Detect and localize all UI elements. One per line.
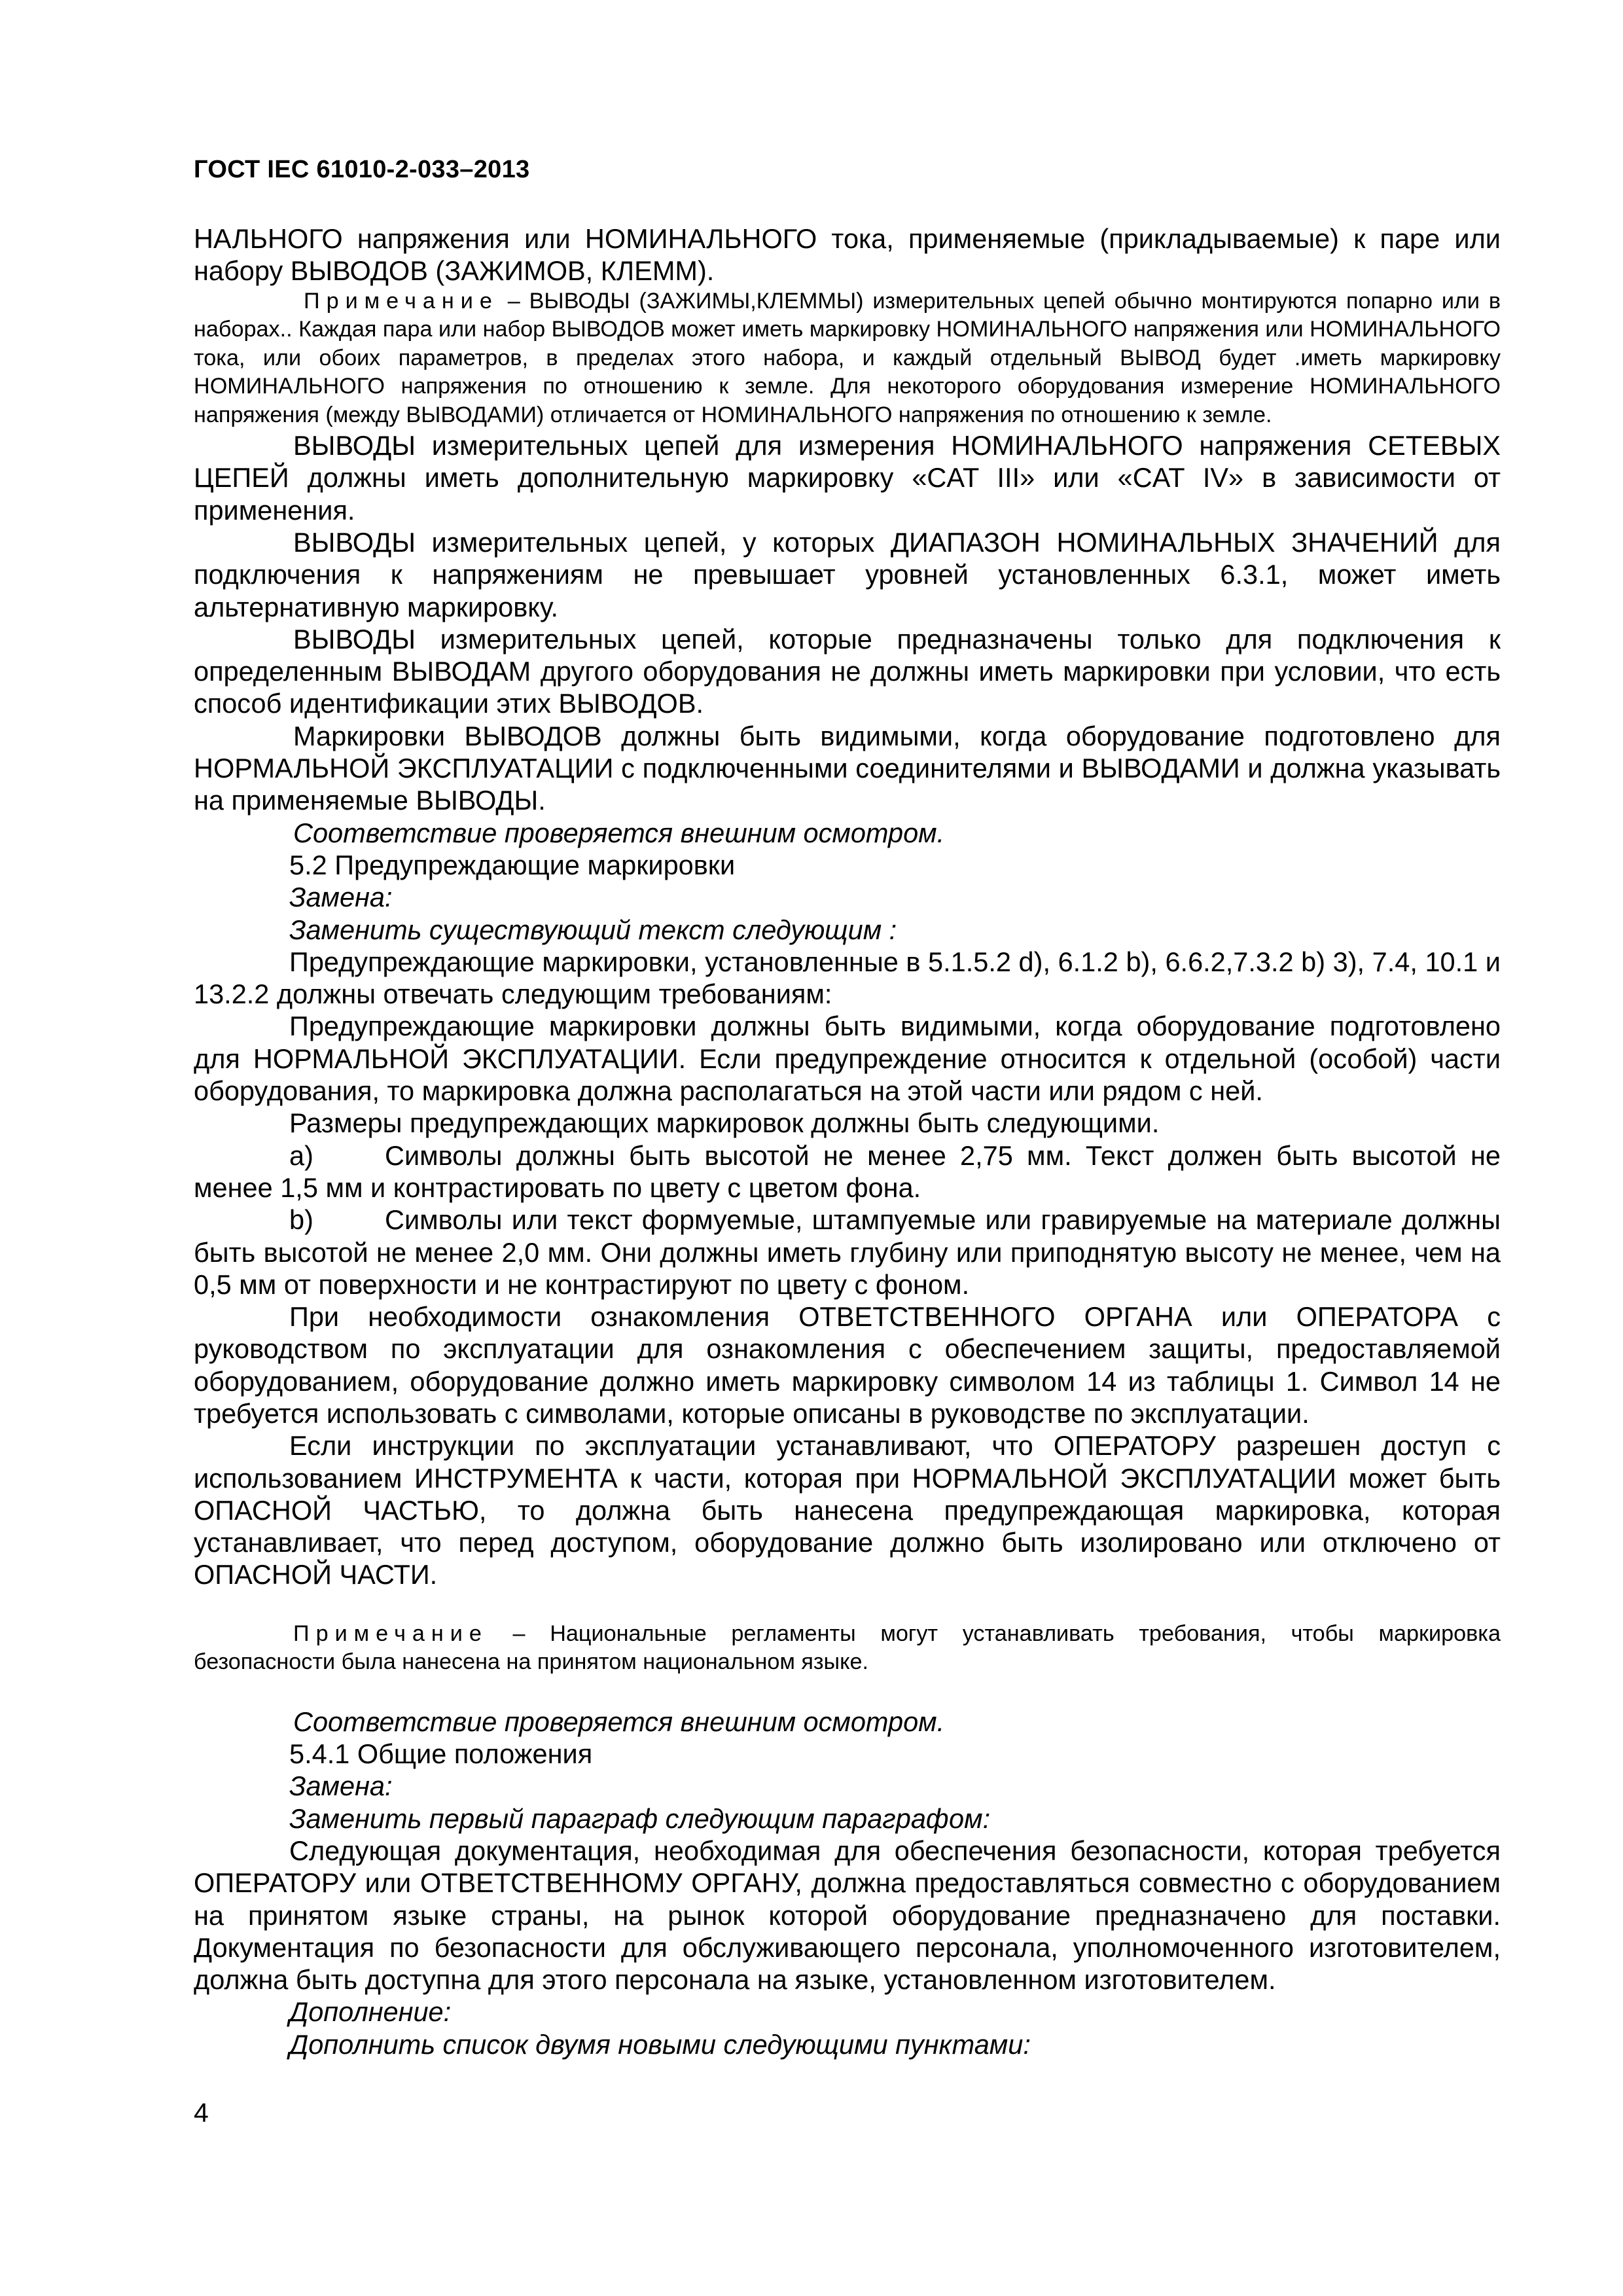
note-label: Примечание bbox=[304, 288, 499, 314]
page-number: 4 bbox=[194, 2098, 209, 2128]
note-text: – Национальные регламенты могут устанавливать требования, чтобы маркировка безопасности была нанесена на принятом национальном языке. bbox=[194, 1621, 1501, 1675]
replacement-label: Замена: bbox=[289, 882, 393, 913]
replacement-instruction: Заменить первый параграф следующим параграфом: bbox=[289, 1803, 991, 1834]
paragraph: ВЫВОДЫ измерительных цепей, которые предназначены только для подключения к определенным ВЫВОДАМ другого оборудования не должны иметь маркировки при условии, что есть способ идентификации этих ВЫВОДОВ. bbox=[194, 623, 1501, 719]
paragraph: ВЫВОДЫ измерительных цепей, у которых ДИАПАЗОН НОМИНАЛЬНЫХ ЗНАЧЕНИЙ для подключения к напряжениям не превышает уровней установленных 6.3.1, может иметь альтернативную маркировку. bbox=[194, 526, 1501, 622]
list-item bbox=[194, 1139, 1501, 1204]
document-header: ГОСТ IEC 61010-2-033–2013 bbox=[194, 156, 530, 183]
list-item-label: a) bbox=[289, 1139, 313, 1171]
replacement-label: Замена: bbox=[289, 1770, 393, 1802]
compliance-check: Соответствие проверяется внешним осмотром. bbox=[293, 1706, 945, 1737]
list-item-label: b) bbox=[289, 1204, 313, 1236]
paragraph: Следующая документация, необходимая для обеспечения безопасности, которая требуется ОПЕРАТОРУ или ОТВЕТСТВЕННОМУ ОРГАНУ, должна предоставляться совместно с оборудованием на принятом языке страны, на рынок которой оборудование предназначено для поставки. Документация по безопасности для обслуживающего персонала, уполномоченного изготовителем, должна быть доступна для этого персонала на языке, установленном изготовителем. bbox=[194, 1835, 1501, 1996]
section-heading: 5.2 Предупреждающие маркировки bbox=[289, 849, 736, 880]
paragraph: НАЛЬНОГО напряжения или НОМИНАЛЬНОГО тока, применяемые (прикладываемые) к паре или набору ВЫВОДОВ (ЗАЖИМОВ, КЛЕММ). bbox=[194, 223, 1501, 287]
paragraph: При необходимости ознакомления ОТВЕТСТВЕННОГО ОРГАНА или ОПЕРАТОРА с руководством по эксплуатации для ознакомления с обеспечением защиты, предоставляемой оборудованием, оборудование должно иметь маркировку символом 14 из таблицы 1. Символ 14 не требуется использовать с символами, которые описаны в руководстве по эксплуатации. bbox=[194, 1301, 1501, 1429]
spacer bbox=[194, 1677, 1501, 1706]
list-item-text: Символы или текст формуемые, штампуемые или гравируемые на материале должны быть высотой не менее 2,0 мм. Они должны иметь глубину или приподнятую высоту не менее, чем на 0,5 мм от поверхности и не контрастируют по цвету с фоном. bbox=[194, 1204, 1501, 1300]
list-item-text: Символы должны быть высотой не менее 2,75 мм. Текст должен быть высотой не менее 1,5 мм и контрастировать по цвету с цветом фона. bbox=[194, 1139, 1501, 1203]
note bbox=[194, 287, 1501, 430]
note-label: Примечание bbox=[293, 1621, 488, 1646]
section-heading: 5.4.1 Общие положения bbox=[289, 1738, 593, 1770]
spacer bbox=[194, 1591, 1501, 1620]
paragraph: Маркировки ВЫВОДОВ должны быть видимыми, когда оборудование подготовлено для НОРМАЛЬНОЙ ЭКСПЛУАТАЦИИ с подключенными соединителями и ВЫВОДАМИ и должна указывать на применяемые ВЫВОДЫ. bbox=[194, 720, 1501, 816]
note bbox=[194, 1620, 1501, 1677]
document-body bbox=[194, 223, 1501, 2060]
paragraph: Если инструкции по эксплуатации устанавливают, что ОПЕРАТОРУ разрешен доступ с использованием ИНСТРУМЕНТА к части, которая при НОРМАЛЬНОЙ ЭКСПЛУАТАЦИИ может быть ОПАСНОЙ ЧАСТЬЮ, то должна быть нанесена предупреждающая маркировка, которая устанавливает, что перед доступом, оборудование должно быть изолировано или отключено от ОПАСНОЙ ЧАСТИ. bbox=[194, 1430, 1501, 1590]
paragraph: ВЫВОДЫ измерительных цепей для измерения НОМИНАЛЬНОГО напряжения СЕТЕВЫХ ЦЕПЕЙ должны иметь дополнительную маркировку «CAT III» или «CAT IV» в зависимости от применения. bbox=[194, 430, 1501, 526]
addition-instruction: Дополнить список двумя новыми следующими пунктами: bbox=[289, 2028, 1031, 2060]
paragraph: Размеры предупреждающих маркировок должны быть следующими. bbox=[289, 1107, 1160, 1139]
paragraph: Предупреждающие маркировки должны быть видимыми, когда оборудование подготовлено для НОРМАЛЬНОЙ ЭКСПЛУАТАЦИИ. Если предупреждение относится к отдельной (особой) части оборудования, то маркировка должна располагаться на этой части или рядом с ней. bbox=[194, 1011, 1501, 1107]
addition-label: Дополнение: bbox=[289, 1996, 452, 2028]
note-text: – ВЫВОДЫ (ЗАЖИМЫ,КЛЕММЫ) измерительных цепей обычно монтируются попарно или в наборах.. Каждая пара или набор ВЫВОДОВ может иметь маркировку НОМИНАЛЬНОГО напряжения или НОМИНАЛЬНОГО тока, или обоих параметров, в пределах этого набора, и каждый отдельный ВЫВОД будет .иметь маркировку НОМИНАЛЬНОГО напряжения по отношению к земле. Для некоторого оборудования измерение НОМИНАЛЬНОГО напряжения (между ВЫВОДАМИ) отличается от НОМИНАЛЬНОГО напряжения по отношению к земле. bbox=[194, 288, 1501, 427]
compliance-check: Соответствие проверяется внешним осмотром. bbox=[293, 817, 945, 848]
replacement-instruction: Заменить существующий текст следующим : bbox=[289, 914, 897, 945]
list-item bbox=[194, 1204, 1501, 1300]
paragraph: Предупреждающие маркировки, установленные в 5.1.5.2 d), 6.1.2 b), 6.6.2,7.3.2 b) 3), 7.4, 10.1 и 13.2.2 должны отвечать следующим требованиям: bbox=[194, 946, 1501, 1010]
